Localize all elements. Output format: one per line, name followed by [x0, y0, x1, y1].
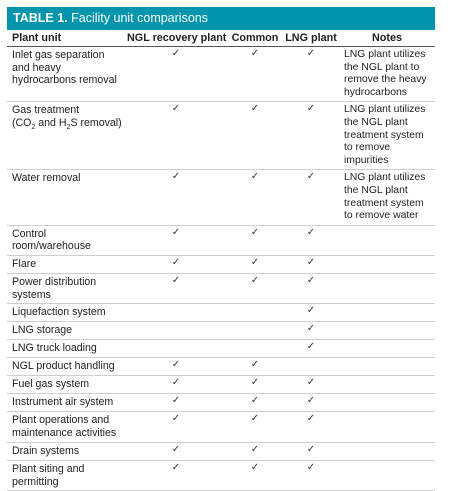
- cell-plant-unit: Instrument air system: [7, 394, 125, 412]
- cell-common-check: ✓: [227, 443, 283, 461]
- cell-common-check: ✓: [227, 412, 283, 443]
- cell-lng-check: ✓: [283, 461, 339, 491]
- table-row: [7, 394, 435, 412]
- table-row: [7, 102, 435, 170]
- cell-ngl-check: ✓: [125, 273, 227, 303]
- cell-common-check: [227, 322, 283, 340]
- table-row: [7, 461, 435, 491]
- cell-ngl-check: [125, 304, 227, 322]
- header-lng-plant: LNG plant: [283, 30, 339, 47]
- cell-plant-unit: LNG storage: [7, 322, 125, 340]
- cell-ngl-check: ✓: [125, 358, 227, 376]
- cell-notes: [339, 273, 435, 303]
- cell-notes: [339, 255, 435, 273]
- cell-plant-unit: LNG truck loading: [7, 340, 125, 358]
- cell-ngl-check: ✓: [125, 225, 227, 255]
- cell-ngl-check: ✓: [125, 376, 227, 394]
- cell-plant-unit: Gas treatment ($CO_2$ and $H_2S$ removal): [7, 102, 125, 170]
- cell-ngl-check: [125, 340, 227, 358]
- table-row: [7, 47, 435, 102]
- table-row: [7, 340, 435, 358]
- cell-lng-check: ✓: [283, 376, 339, 394]
- cell-lng-check: ✓: [283, 273, 339, 303]
- cell-plant-unit: Inlet gas separation and heavy hydrocarbons removal: [7, 47, 125, 102]
- table-row: [7, 376, 435, 394]
- header-notes: Notes: [339, 30, 435, 47]
- facility-table-figure: [7, 7, 435, 491]
- facility-unit-table: [7, 30, 435, 491]
- cell-lng-check: ✓: [283, 102, 339, 170]
- cell-lng-check: [283, 358, 339, 376]
- cell-lng-check: ✓: [283, 443, 339, 461]
- table-row: [7, 322, 435, 340]
- table-label: TABLE 1.: [13, 11, 68, 25]
- table-row: [7, 304, 435, 322]
- cell-notes: [339, 443, 435, 461]
- cell-ngl-check: ✓: [125, 461, 227, 491]
- header-plant-unit: Plant unit: [7, 30, 125, 47]
- cell-ngl-check: ✓: [125, 394, 227, 412]
- cell-notes: [339, 412, 435, 443]
- table-header-row: [7, 30, 435, 47]
- cell-notes: [339, 394, 435, 412]
- cell-ngl-check: ✓: [125, 102, 227, 170]
- cell-plant-unit: NGL product handling: [7, 358, 125, 376]
- cell-notes: [339, 461, 435, 491]
- table-row: [7, 412, 435, 443]
- cell-plant-unit: Fuel gas system: [7, 376, 125, 394]
- header-ngl-recovery-plant: NGL recovery plant: [125, 30, 227, 47]
- table-row: [7, 358, 435, 376]
- table-body: [7, 47, 435, 491]
- cell-ngl-check: ✓: [125, 170, 227, 225]
- table-row: [7, 170, 435, 225]
- cell-plant-unit: Plant siting and permitting: [7, 461, 125, 491]
- header-common: Common: [227, 30, 283, 47]
- cell-common-check: ✓: [227, 47, 283, 102]
- cell-common-check: ✓: [227, 376, 283, 394]
- cell-plant-unit: Water removal: [7, 170, 125, 225]
- cell-plant-unit: Control room/warehouse: [7, 225, 125, 255]
- cell-ngl-check: [125, 322, 227, 340]
- cell-plant-unit: Plant operations and maintenance activities: [7, 412, 125, 443]
- cell-notes: [339, 376, 435, 394]
- cell-ngl-check: ✓: [125, 412, 227, 443]
- cell-notes: LNG plant utilizes the NGL plant treatment system to remove impurities: [339, 102, 435, 170]
- cell-plant-unit: Flare: [7, 255, 125, 273]
- cell-plant-unit: Drain systems: [7, 443, 125, 461]
- cell-lng-check: ✓: [283, 47, 339, 102]
- cell-notes: LNG plant utilizes the NGL plant to remove the heavy hydrocarbons: [339, 47, 435, 102]
- cell-plant-unit: Power distribution systems: [7, 273, 125, 303]
- cell-ngl-check: ✓: [125, 255, 227, 273]
- cell-lng-check: ✓: [283, 225, 339, 255]
- cell-common-check: ✓: [227, 394, 283, 412]
- cell-plant-unit: Liquefaction system: [7, 304, 125, 322]
- cell-ngl-check: ✓: [125, 443, 227, 461]
- table-title: Facility unit comparisons: [71, 11, 208, 25]
- cell-lng-check: ✓: [283, 340, 339, 358]
- cell-lng-check: ✓: [283, 170, 339, 225]
- cell-lng-check: ✓: [283, 304, 339, 322]
- cell-common-check: [227, 340, 283, 358]
- cell-notes: [339, 304, 435, 322]
- cell-common-check: ✓: [227, 225, 283, 255]
- cell-common-check: ✓: [227, 273, 283, 303]
- cell-lng-check: ✓: [283, 255, 339, 273]
- cell-common-check: ✓: [227, 358, 283, 376]
- table-row: [7, 255, 435, 273]
- cell-notes: [339, 358, 435, 376]
- cell-common-check: ✓: [227, 102, 283, 170]
- cell-lng-check: ✓: [283, 412, 339, 443]
- cell-common-check: ✓: [227, 170, 283, 225]
- table-row: [7, 225, 435, 255]
- cell-ngl-check: ✓: [125, 47, 227, 102]
- cell-lng-check: ✓: [283, 322, 339, 340]
- cell-notes: LNG plant utilizes the NGL plant treatment system to remove water: [339, 170, 435, 225]
- table-row: [7, 443, 435, 461]
- cell-notes: [339, 340, 435, 358]
- cell-common-check: [227, 304, 283, 322]
- cell-notes: [339, 225, 435, 255]
- cell-notes: [339, 322, 435, 340]
- table-row: [7, 273, 435, 303]
- cell-lng-check: ✓: [283, 394, 339, 412]
- cell-common-check: ✓: [227, 461, 283, 491]
- table-title-bar: [7, 7, 435, 30]
- cell-common-check: ✓: [227, 255, 283, 273]
